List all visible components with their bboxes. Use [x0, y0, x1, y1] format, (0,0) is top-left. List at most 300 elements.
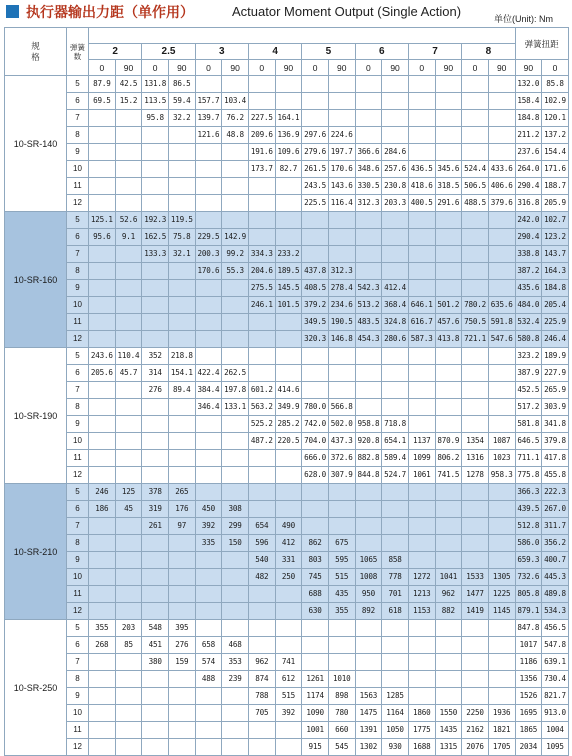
torque-cell [462, 518, 489, 535]
torque-cell: 741.5 [435, 467, 462, 484]
header-angle: 90 [168, 60, 195, 76]
torque-cell [408, 229, 435, 246]
torque-cell: 730.4 [542, 671, 569, 688]
torque-cell: 319 [142, 501, 169, 518]
torque-cell: 171.6 [542, 161, 569, 178]
torque-cell [248, 501, 275, 518]
torque-cell: 501.2 [435, 297, 462, 314]
header-angle: 90 [435, 60, 462, 76]
torque-cell [195, 280, 222, 297]
torque-cell: 142.9 [222, 229, 249, 246]
torque-cell: 400.5 [408, 195, 435, 212]
torque-cell [168, 603, 195, 620]
spring-count-cell: 10 [67, 433, 89, 450]
table-row [5, 569, 569, 586]
torque-cell: 164.3 [542, 263, 569, 280]
torque-cell [115, 416, 142, 433]
torque-cell [275, 195, 302, 212]
torque-cell [142, 314, 169, 331]
torque-cell [195, 586, 222, 603]
torque-cell [435, 110, 462, 127]
torque-cell: 586.0 [515, 535, 542, 552]
torque-cell [168, 195, 195, 212]
torque-cell: 512.8 [515, 518, 542, 535]
torque-cell [142, 603, 169, 620]
table-row [5, 348, 569, 365]
torque-cell: 517.2 [515, 399, 542, 416]
header-spring-count: 弹簧数 [67, 28, 89, 76]
torque-cell [302, 654, 329, 671]
torque-cell [382, 637, 409, 654]
spring-count-cell: 6 [67, 501, 89, 518]
torque-cell: 159 [168, 654, 195, 671]
torque-cell [115, 399, 142, 416]
torque-cell [195, 348, 222, 365]
torque-cell [408, 688, 435, 705]
torque-cell [222, 348, 249, 365]
torque-cell [168, 144, 195, 161]
torque-cell [355, 246, 382, 263]
torque-cell [488, 637, 515, 654]
torque-cell: 612 [275, 671, 302, 688]
torque-cell: 445.3 [542, 569, 569, 586]
torque-cell [142, 144, 169, 161]
torque-cell: 384.4 [195, 382, 222, 399]
torque-cell [488, 416, 515, 433]
torque-cell [462, 76, 489, 93]
torque-cell: 482 [248, 569, 275, 586]
torque-cell [222, 569, 249, 586]
torque-cell [115, 263, 142, 280]
torque-cell: 42.5 [115, 76, 142, 93]
torque-cell [142, 161, 169, 178]
torque-cell [222, 603, 249, 620]
torque-cell: 1305 [488, 569, 515, 586]
torque-cell: 1186 [515, 654, 542, 671]
torque-cell [222, 467, 249, 484]
torque-cell [142, 263, 169, 280]
torque-cell [355, 229, 382, 246]
torque-cell [462, 637, 489, 654]
header-angle: 0 [408, 60, 435, 76]
torque-cell: 1272 [408, 569, 435, 586]
torque-cell: 542.3 [355, 280, 382, 297]
torque-cell: 1278 [462, 467, 489, 484]
torque-cell [89, 586, 116, 603]
torque-cell [115, 195, 142, 212]
torque-cell [408, 654, 435, 671]
torque-cell: 821.7 [542, 688, 569, 705]
torque-cell: 422.4 [195, 365, 222, 382]
torque-cell: 412.4 [382, 280, 409, 297]
torque-cell: 452.5 [515, 382, 542, 399]
torque-cell [408, 144, 435, 161]
torque-cell [382, 671, 409, 688]
torque-cell [168, 535, 195, 552]
torque-cell: 489.8 [542, 586, 569, 603]
torque-cell: 506.5 [462, 178, 489, 195]
torque-cell [248, 178, 275, 195]
torque-cell: 312.3 [328, 263, 355, 280]
spring-count-cell: 7 [67, 654, 89, 671]
torque-cell: 101.5 [275, 297, 302, 314]
torque-cell [168, 450, 195, 467]
torque-cell: 1526 [515, 688, 542, 705]
torque-cell: 335 [195, 535, 222, 552]
torque-cell: 119.5 [168, 212, 195, 229]
torque-cell: 52.6 [115, 212, 142, 229]
torque-cell: 563.2 [248, 399, 275, 416]
torque-cell: 379.2 [302, 297, 329, 314]
spring-count-cell: 6 [67, 637, 89, 654]
table-row [5, 331, 569, 348]
torque-cell: 589.4 [382, 450, 409, 467]
torque-cell: 352 [142, 348, 169, 365]
torque-cell: 303.9 [542, 399, 569, 416]
torque-cell: 184.8 [542, 280, 569, 297]
torque-cell [302, 212, 329, 229]
torque-cell [168, 314, 195, 331]
spring-count-cell: 10 [67, 161, 89, 178]
torque-cell [248, 637, 275, 654]
torque-cell: 1533 [462, 569, 489, 586]
spring-count-cell: 11 [67, 722, 89, 739]
torque-cell: 513.2 [355, 297, 382, 314]
spring-count-cell: 12 [67, 603, 89, 620]
torque-cell: 2034 [515, 739, 542, 756]
title-square-icon [6, 5, 19, 18]
torque-cell: 139.7 [195, 110, 222, 127]
header-air-pressure [89, 28, 516, 44]
spring-count-cell: 10 [67, 297, 89, 314]
torque-cell: 312.3 [355, 195, 382, 212]
torque-cell [142, 297, 169, 314]
torque-cell [168, 467, 195, 484]
torque-cell: 1164 [382, 705, 409, 722]
torque-cell: 1008 [355, 569, 382, 586]
torque-cell: 1316 [462, 450, 489, 467]
torque-cell: 1153 [408, 603, 435, 620]
torque-cell: 320.3 [302, 331, 329, 348]
torque-cell [248, 93, 275, 110]
torque-cell [115, 331, 142, 348]
torque-cell: 675 [328, 535, 355, 552]
torque-cell: 324.8 [382, 314, 409, 331]
header-pressure-8: 8 [462, 44, 515, 60]
torque-cell: 775.8 [515, 467, 542, 484]
spring-count-cell: 12 [67, 195, 89, 212]
torque-cell: 395 [168, 620, 195, 637]
torque-cell: 192.3 [142, 212, 169, 229]
torque-cell: 1065 [355, 552, 382, 569]
torque-cell [222, 416, 249, 433]
torque-cell [382, 484, 409, 501]
torque-cell: 299 [222, 518, 249, 535]
torque-cell: 1174 [302, 688, 329, 705]
torque-cell [302, 501, 329, 518]
torque-cell [248, 450, 275, 467]
torque-cell [355, 518, 382, 535]
torque-cell: 704.0 [302, 433, 329, 450]
torque-cell [435, 365, 462, 382]
torque-cell: 1145 [488, 603, 515, 620]
torque-cell: 170.6 [195, 263, 222, 280]
torque-cell: 264.0 [515, 161, 542, 178]
torque-cell: 780.0 [302, 399, 329, 416]
torque-cell: 1061 [408, 467, 435, 484]
torque-cell: 379.6 [488, 195, 515, 212]
table-row [5, 399, 569, 416]
torque-cell [462, 416, 489, 433]
torque-cell [408, 620, 435, 637]
torque-cell [89, 603, 116, 620]
torque-cell [89, 416, 116, 433]
torque-cell [328, 229, 355, 246]
torque-cell: 1010 [328, 671, 355, 688]
torque-cell [275, 603, 302, 620]
torque-cell [115, 314, 142, 331]
torque-cell: 635.6 [488, 297, 515, 314]
torque-cell: 109.6 [275, 144, 302, 161]
torque-cell: 197.7 [328, 144, 355, 161]
header-angle: 0 [89, 60, 116, 76]
torque-cell: 1017 [515, 637, 542, 654]
spring-count-cell: 8 [67, 127, 89, 144]
torque-cell [89, 722, 116, 739]
torque-cell: 224.6 [328, 127, 355, 144]
torque-cell [462, 399, 489, 416]
title-chinese: 执行器输出力距（单作用） [26, 4, 194, 20]
torque-cell [248, 586, 275, 603]
torque-cell: 353 [222, 654, 249, 671]
torque-cell [115, 433, 142, 450]
torque-cell [488, 535, 515, 552]
spring-count-cell: 5 [67, 76, 89, 93]
torque-cell: 616.7 [408, 314, 435, 331]
model-label: 10-SR-210 [5, 484, 67, 620]
torque-cell [435, 93, 462, 110]
spring-count-cell: 11 [67, 450, 89, 467]
torque-cell: 1563 [355, 688, 382, 705]
header-pressure-3: 3 [195, 44, 248, 60]
torque-cell: 2250 [462, 705, 489, 722]
spring-count-cell: 12 [67, 739, 89, 756]
torque-cell: 666.0 [302, 450, 329, 467]
table-row [5, 484, 569, 501]
torque-cell [168, 331, 195, 348]
torque-cell [382, 263, 409, 280]
torque-cell: 455.8 [542, 467, 569, 484]
table-row [5, 433, 569, 450]
torque-cell: 143.6 [328, 178, 355, 195]
torque-cell [408, 263, 435, 280]
spring-count-cell: 9 [67, 552, 89, 569]
torque-cell: 1860 [408, 705, 435, 722]
torque-cell [382, 399, 409, 416]
torque-cell: 534.3 [542, 603, 569, 620]
torque-cell: 242.0 [515, 212, 542, 229]
torque-cell [408, 535, 435, 552]
torque-cell [382, 76, 409, 93]
torque-cell: 701 [382, 586, 409, 603]
torque-cell [355, 501, 382, 518]
torque-cell [195, 416, 222, 433]
torque-cell [275, 467, 302, 484]
torque-cell: 847.8 [515, 620, 542, 637]
torque-cell [462, 229, 489, 246]
torque-cell [142, 127, 169, 144]
torque-cell [275, 620, 302, 637]
torque-cell: 137.2 [542, 127, 569, 144]
torque-cell [89, 127, 116, 144]
torque-cell: 778 [382, 569, 409, 586]
torque-cell [488, 280, 515, 297]
torque-cell [275, 586, 302, 603]
torque-cell [168, 671, 195, 688]
torque-cell: 1688 [408, 739, 435, 756]
torque-cell: 170.6 [328, 161, 355, 178]
torque-cell: 285.2 [275, 416, 302, 433]
spring-count-cell: 7 [67, 518, 89, 535]
torque-cell: 234.6 [328, 297, 355, 314]
table-row [5, 654, 569, 671]
torque-cell: 158.4 [515, 93, 542, 110]
torque-cell [275, 739, 302, 756]
spring-count-cell: 11 [67, 314, 89, 331]
torque-cell [382, 348, 409, 365]
torque-cell [89, 314, 116, 331]
torque-cell: 920.8 [355, 433, 382, 450]
torque-cell: 125 [115, 484, 142, 501]
torque-cell [408, 280, 435, 297]
torque-cell [435, 263, 462, 280]
torque-cell [328, 110, 355, 127]
torque-cell [89, 450, 116, 467]
torque-cell [382, 654, 409, 671]
torque-cell [488, 518, 515, 535]
torque-cell: 1865 [515, 722, 542, 739]
torque-cell: 874 [248, 671, 275, 688]
torque-cell [89, 467, 116, 484]
torque-cell [89, 569, 116, 586]
torque-cell: 267.0 [542, 501, 569, 518]
torque-cell [488, 365, 515, 382]
header-pressure-7: 7 [408, 44, 461, 60]
torque-cell [355, 535, 382, 552]
torque-cell: 191.6 [248, 144, 275, 161]
torque-cell: 345.6 [435, 161, 462, 178]
torque-cell [302, 365, 329, 382]
torque-cell [275, 93, 302, 110]
header-pressure-2.5: 2.5 [142, 44, 195, 60]
torque-cell [462, 654, 489, 671]
table-row [5, 127, 569, 144]
torque-cell [195, 331, 222, 348]
torque-cell: 284.6 [382, 144, 409, 161]
torque-cell [435, 280, 462, 297]
torque-cell: 646.5 [515, 433, 542, 450]
torque-cell [435, 76, 462, 93]
header-spring-torque: 弹簧扭距 [515, 28, 568, 60]
torque-cell: 1050 [382, 722, 409, 739]
torque-cell [89, 399, 116, 416]
torque-cell [488, 501, 515, 518]
torque-cell: 297.6 [302, 127, 329, 144]
torque-cell: 45 [115, 501, 142, 518]
torque-cell: 203 [115, 620, 142, 637]
torque-cell [195, 603, 222, 620]
torque-cell: 323.2 [515, 348, 542, 365]
torque-cell [408, 348, 435, 365]
torque-cell [89, 161, 116, 178]
torque-cell [355, 110, 382, 127]
torque-cell: 89.4 [168, 382, 195, 399]
torque-cell: 164.1 [275, 110, 302, 127]
torque-cell [248, 739, 275, 756]
torque-cell: 205.6 [89, 365, 116, 382]
torque-cell: 87.9 [89, 76, 116, 93]
torque-cell [195, 620, 222, 637]
spring-count-cell: 5 [67, 620, 89, 637]
torque-cell: 930 [382, 739, 409, 756]
torque-cell [488, 552, 515, 569]
torque-cell: 334.3 [248, 246, 275, 263]
torque-cell: 454.3 [355, 331, 382, 348]
torque-cell: 408.5 [302, 280, 329, 297]
spring-count-cell: 10 [67, 569, 89, 586]
torque-cell [488, 110, 515, 127]
torque-cell: 95.6 [89, 229, 116, 246]
torque-cell: 246 [89, 484, 116, 501]
torque-cell: 1285 [382, 688, 409, 705]
torque-cell [435, 484, 462, 501]
torque-cell [488, 484, 515, 501]
torque-cell [302, 110, 329, 127]
torque-cell [168, 280, 195, 297]
torque-cell [168, 399, 195, 416]
torque-cell: 150 [222, 535, 249, 552]
torque-cell [355, 76, 382, 93]
torque-cell: 595 [328, 552, 355, 569]
torque-cell [142, 331, 169, 348]
torque-cell: 862 [302, 535, 329, 552]
spring-count-cell: 8 [67, 535, 89, 552]
torque-cell [462, 671, 489, 688]
torque-cell [355, 620, 382, 637]
torque-cell: 618 [382, 603, 409, 620]
torque-cell [355, 671, 382, 688]
torque-cell [89, 382, 116, 399]
torque-cell: 205.4 [542, 297, 569, 314]
torque-cell: 162.5 [142, 229, 169, 246]
torque-cell: 120.1 [542, 110, 569, 127]
torque-cell [168, 722, 195, 739]
torque-cell: 950 [355, 586, 382, 603]
torque-cell: 392 [195, 518, 222, 535]
torque-cell: 1435 [435, 722, 462, 739]
header-angle: 90 [275, 60, 302, 76]
torque-cell [222, 484, 249, 501]
torque-cell: 962 [435, 586, 462, 603]
torque-cell: 211.2 [515, 127, 542, 144]
torque-cell: 268 [89, 637, 116, 654]
torque-cell [222, 297, 249, 314]
spring-count-cell: 11 [67, 586, 89, 603]
torque-cell: 1936 [488, 705, 515, 722]
torque-cell [195, 688, 222, 705]
torque-cell: 450 [195, 501, 222, 518]
torque-cell [222, 688, 249, 705]
